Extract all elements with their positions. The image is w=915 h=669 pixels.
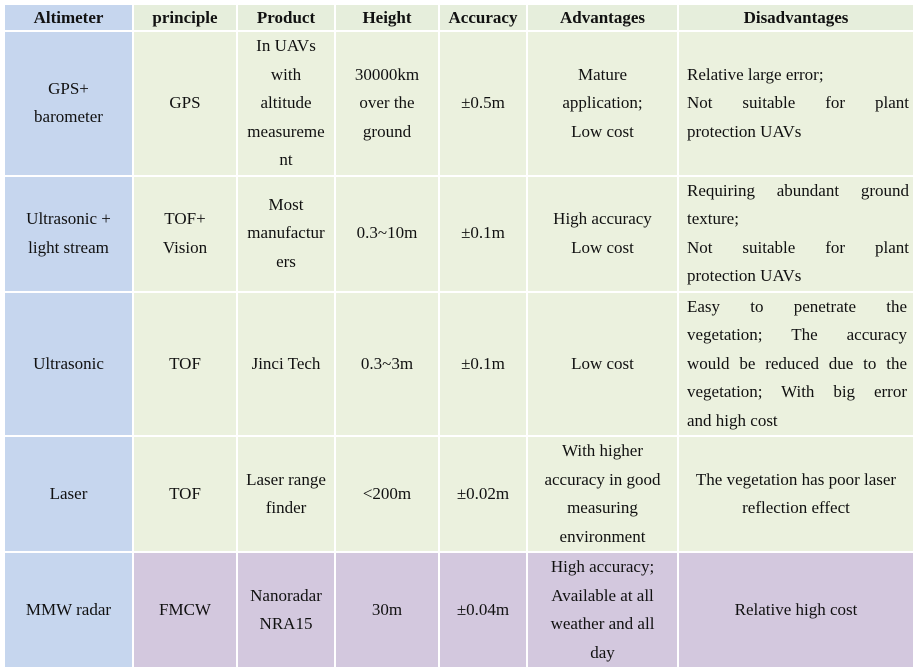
table-row (4, 436, 914, 552)
cell-product: Nanoradar NRA15 (237, 552, 335, 668)
cell-altimeter: Laser (4, 436, 133, 552)
disadvantage-line: would be reduced due to the (687, 353, 907, 373)
header-row (4, 4, 914, 31)
disadvantage-line: protection UAVs (687, 266, 802, 285)
cell-principle: TOF (133, 436, 237, 552)
header-principle: principle (133, 4, 237, 31)
cell-altimeter: Ultrasonic (4, 292, 133, 437)
cell-principle: FMCW (133, 552, 237, 668)
cell-advantages: Mature application; Low cost (527, 31, 678, 176)
cell-advantages: Low cost (527, 292, 678, 437)
cell-accuracy: ±0.1m (439, 292, 527, 437)
cell-principle: TOF (133, 292, 237, 437)
disadvantage-line: vegetation; The accuracy (687, 325, 907, 344)
cell-disadvantages (678, 31, 914, 176)
header-disadvantages: Disadvantages (678, 4, 914, 31)
cell-height: 30m (335, 552, 439, 668)
cell-height: 0.3~10m (335, 176, 439, 292)
cell-accuracy: ±0.04m (439, 552, 527, 668)
cell-accuracy: ±0.5m (439, 31, 527, 176)
header-accuracy: Accuracy (439, 4, 527, 31)
cell-altimeter: Ultrasonic + light stream (4, 176, 133, 292)
disadvantage-line: The vegetation has poor laser (695, 469, 897, 489)
cell-principle: GPS (133, 31, 237, 176)
cell-disadvantages (678, 292, 914, 437)
disadvantage-line: Not suitable for plant (687, 237, 909, 257)
cell-advantages: High accuracy; Available at all weather and all day (527, 552, 678, 668)
cell-disadvantages (678, 176, 914, 292)
table-row (4, 31, 914, 176)
table-row (4, 552, 914, 668)
cell-advantages: High accuracy Low cost (527, 176, 678, 292)
cell-principle: TOF+ Vision (133, 176, 237, 292)
disadvantage-line: Not suitable for plant (687, 93, 909, 112)
header-product: Product (237, 4, 335, 31)
cell-altimeter: MMW radar (4, 552, 133, 668)
disadvantage-line: texture; (687, 209, 739, 228)
cell-product: In UAVs with altitude measureme nt (237, 31, 335, 176)
cell-product: Jinci Tech (237, 292, 335, 437)
disadvantage-line: vegetation; With big error (687, 382, 907, 401)
cell-product: Laser range finder (237, 436, 335, 552)
disadvantage-line: and high cost (687, 410, 778, 430)
cell-accuracy: ±0.02m (439, 436, 527, 552)
disadvantage-line: Requiring abundant ground (687, 180, 909, 200)
cell-height: 30000km over the ground (335, 31, 439, 176)
cell-product: Most manufactur ers (237, 176, 335, 292)
cell-accuracy: ±0.1m (439, 176, 527, 292)
cell-altimeter: GPS+ barometer (4, 31, 133, 176)
cell-advantages: With higher accuracy in good measuring environment (527, 436, 678, 552)
table-row (4, 292, 914, 437)
disadvantage-line: Relative high cost (734, 599, 858, 619)
disadvantage-line: protection UAVs (687, 121, 802, 141)
disadvantage-line: Relative large error; (687, 64, 824, 84)
table-row (4, 176, 914, 292)
header-altimeter: Altimeter (4, 4, 133, 31)
disadvantage-line: reflection effect (742, 498, 850, 517)
disadvantage-line: Easy to penetrate the (687, 296, 907, 316)
cell-height: <200m (335, 436, 439, 552)
cell-disadvantages (678, 552, 914, 668)
cell-disadvantages (678, 436, 914, 552)
header-height: Height (335, 4, 439, 31)
cell-height: 0.3~3m (335, 292, 439, 437)
header-advantages: Advantages (527, 4, 678, 31)
altimeter-comparison-table (3, 3, 915, 669)
